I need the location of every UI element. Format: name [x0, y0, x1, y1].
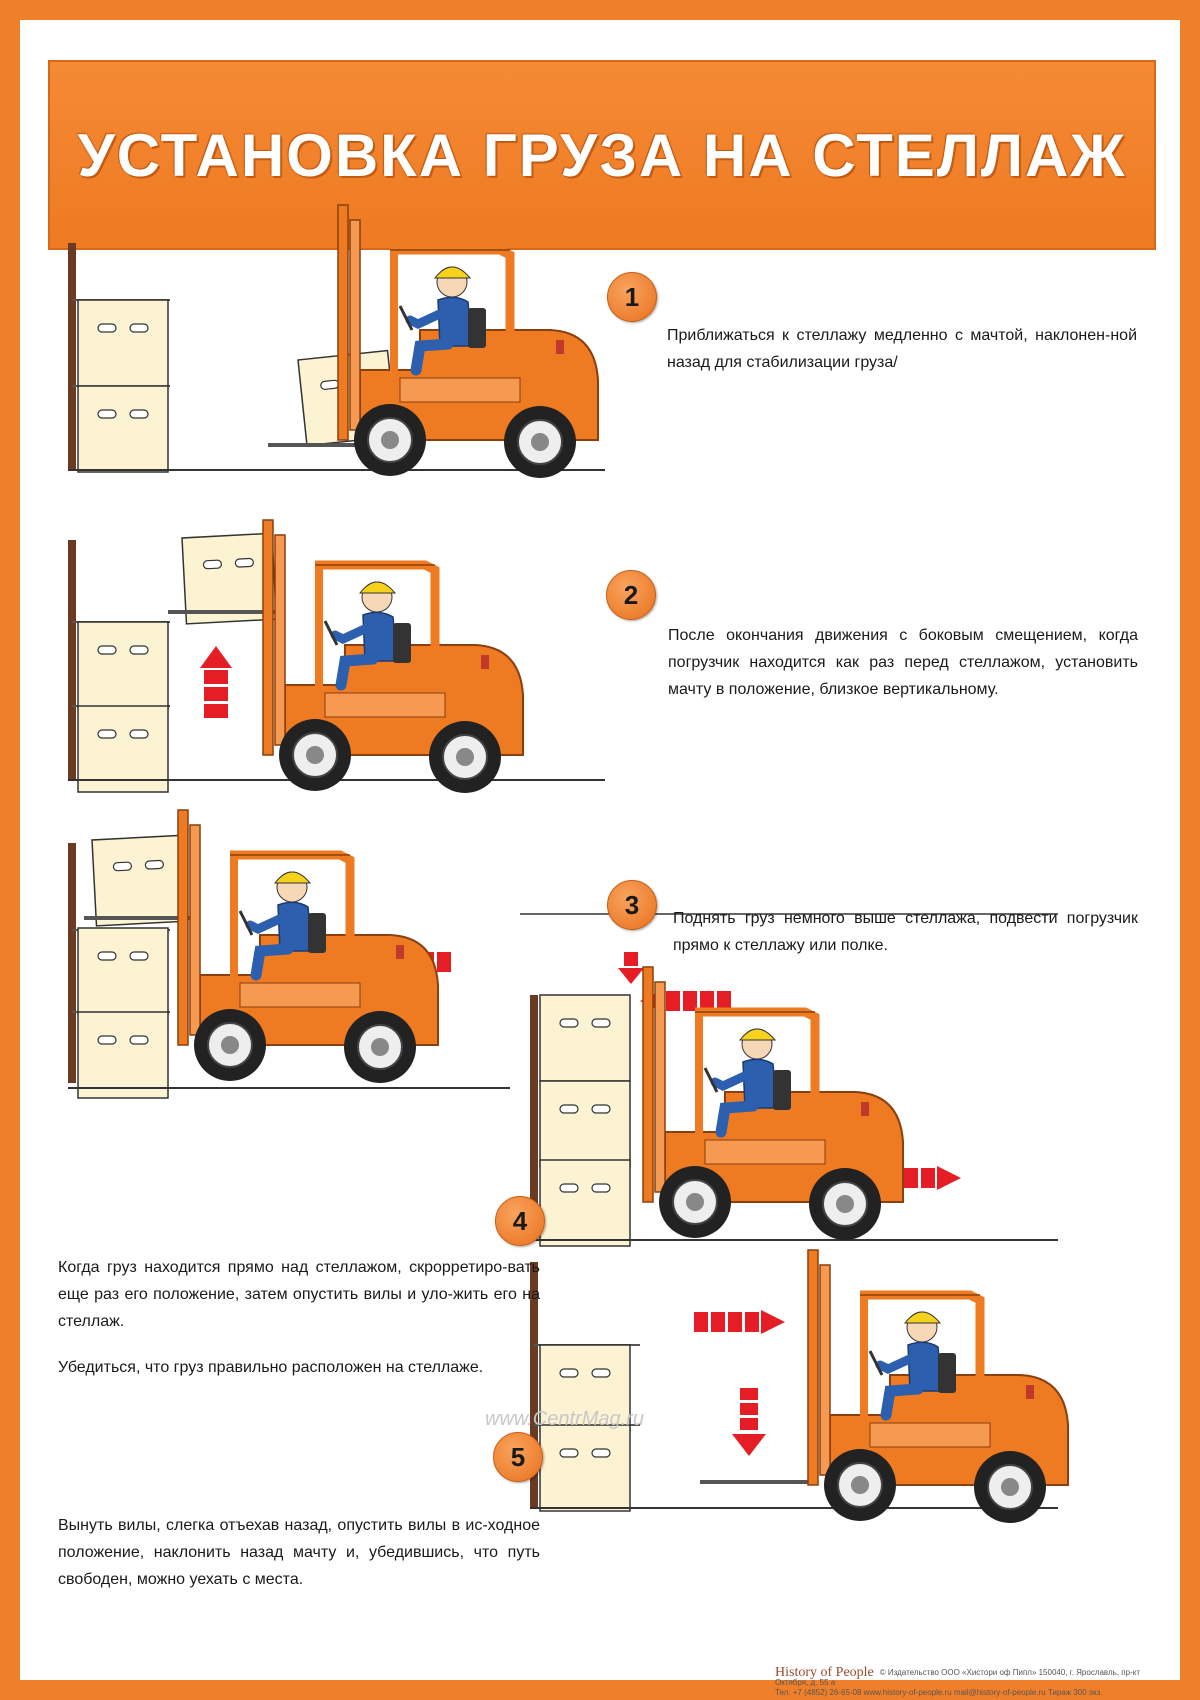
- publisher-footer: [775, 1665, 1175, 1698]
- arrow-right-5: [694, 1310, 785, 1334]
- step-number-3: 3: [607, 880, 657, 930]
- step-text-5: Вынуть вилы, слегка отъехав назад, опустить вилы в ис-ходное положение, наклонить назад мачту и, убедившись, что путь свободен, можно уехать с места.: [58, 1517, 540, 1588]
- rack-box-1a: [78, 300, 168, 386]
- rack-box-5b: [540, 1425, 630, 1511]
- rack-box-2a: [78, 622, 168, 708]
- rack-box-3a: [78, 928, 168, 1014]
- rack-box-3b: [78, 1012, 168, 1098]
- step-number-4: 4: [495, 1196, 545, 1246]
- forklift-2: [263, 520, 523, 793]
- rack-post-1: [68, 243, 76, 471]
- arrow-down-4: [618, 952, 644, 984]
- step-number-1: 1: [607, 272, 657, 322]
- step-number-5: 5: [493, 1432, 543, 1482]
- forklift-3: [178, 810, 438, 1083]
- watermark: www.CentrMag.ru: [485, 1408, 644, 1430]
- forklift-4: [643, 967, 903, 1240]
- rack-box-1b: [78, 386, 168, 472]
- forklift-5: [808, 1250, 1068, 1523]
- step-text-4: Когда груз находится прямо над стеллажом, скрорретиро-вать еще раз его положение, затем опустить вилы и уло-жить его на стеллаж.: [58, 1259, 540, 1330]
- step-text-3: Поднять груз немного выше стеллажа, подвести погрузчик прямо к стеллажу или полке.: [673, 910, 1138, 954]
- step-text-2: После окончания движения с боковым смещением, когда погрузчик находится как раз перед стеллажом, установить мачту в положение, близкое вертикальному.: [668, 627, 1138, 698]
- carried-box-3: [92, 835, 186, 926]
- page-title: УСТАНОВКА ГРУЗА НА СТЕЛЛАЖ: [77, 121, 1127, 189]
- forklift-1: [338, 205, 598, 478]
- rack-box-4a: [540, 1081, 630, 1167]
- placed-box-4: [540, 995, 630, 1081]
- arrow-up-2: [200, 646, 232, 718]
- rack-box-4b: [540, 1160, 630, 1246]
- step-text-1: Приближаться к стеллажу медленно с мачтой, наклонен-ной назад для стабилизации груза/: [667, 327, 1137, 371]
- arrow-down-5: [732, 1388, 766, 1456]
- publisher-brand: History of People: [775, 1665, 874, 1680]
- publisher-line-1: © Издательство ООО «Хистори оф Пипл» 150040, г. Ярославль, пр-кт Октября, д. 55 а: [775, 1668, 1140, 1687]
- step-number-2: 2: [606, 570, 656, 620]
- step-text-4-check: Убедиться, что груз правильно расположен на стеллаже.: [58, 1359, 484, 1376]
- publisher-line-2: Тел. +7 (4852) 26-65-08 www.history-of-people.ru mail@history-of-people.ru Тираж 300 экз.: [775, 1688, 1103, 1697]
